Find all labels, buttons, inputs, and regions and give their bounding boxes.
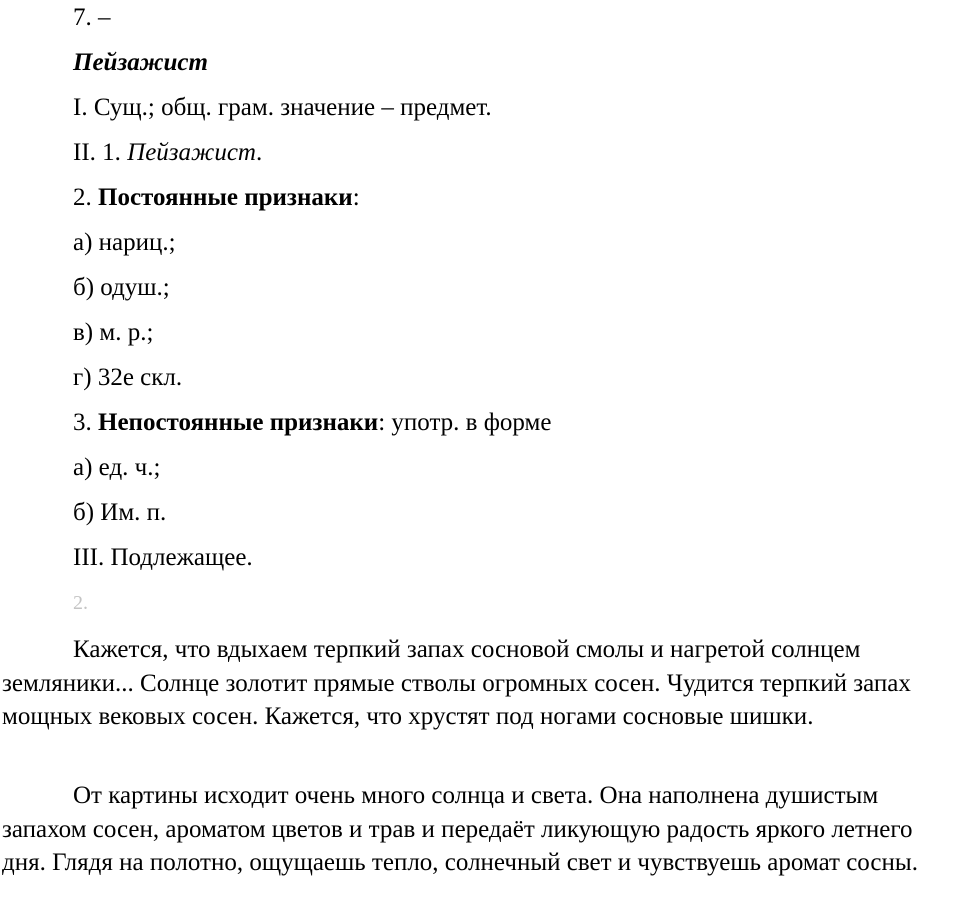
constant-item: а) нариц.; <box>73 229 176 256</box>
part-two-word: Пейзажист <box>127 139 256 166</box>
part-one-line: I. Сущ.; общ. грам. значение – предмет. <box>73 94 492 121</box>
part-two-suffix: . <box>255 139 263 166</box>
nonconstant-item: б) Им. п. <box>73 499 167 526</box>
word-title: Пейзажист <box>73 49 208 76</box>
constant-heading-text: Постоянные признаки <box>98 184 353 211</box>
part-three-line: III. Подлежащее. <box>73 544 253 571</box>
nonconstant-rest: : употр. в форме <box>378 409 552 436</box>
item-number: 7. – <box>73 4 111 31</box>
nonconstant-features-heading <box>73 408 551 438</box>
constant-item: в) м. р.; <box>73 319 154 346</box>
constant-number: 2. <box>73 184 98 211</box>
constant-item: б) одуш.; <box>73 274 170 301</box>
nonconstant-item: а) ед. ч.; <box>73 454 161 481</box>
section-number: 2. <box>73 592 88 614</box>
nonconstant-heading-text: Непостоянные признаки <box>98 409 379 436</box>
part-two-prefix: II. 1. <box>73 139 128 166</box>
part-two-line <box>73 138 262 168</box>
constant-item: г) 32е скл. <box>73 364 183 391</box>
paragraph-one: Кажется, что вдыхаем терпкий запах сосновой смолы и нагретой солнцем земляники... Солнце золотит прямые стволы огромных сосен. Чудится терпкий запах мощных вековых сосен. Кажется, что хрустят под ногами сосновые шишки. <box>2 636 911 730</box>
nonconstant-number: 3. <box>73 409 98 436</box>
constant-features-heading <box>73 183 360 213</box>
paragraph-two: От картины исходит очень много солнца и света. Она наполнена душистым запахом сосен, ароматом цветов и трав и передаёт ликующую радость яркого летнего дня. Глядя на полотно, ощущаешь тепло, солнечный свет и чувствуешь аромат сосны. <box>2 782 918 876</box>
constant-colon: : <box>352 184 360 211</box>
